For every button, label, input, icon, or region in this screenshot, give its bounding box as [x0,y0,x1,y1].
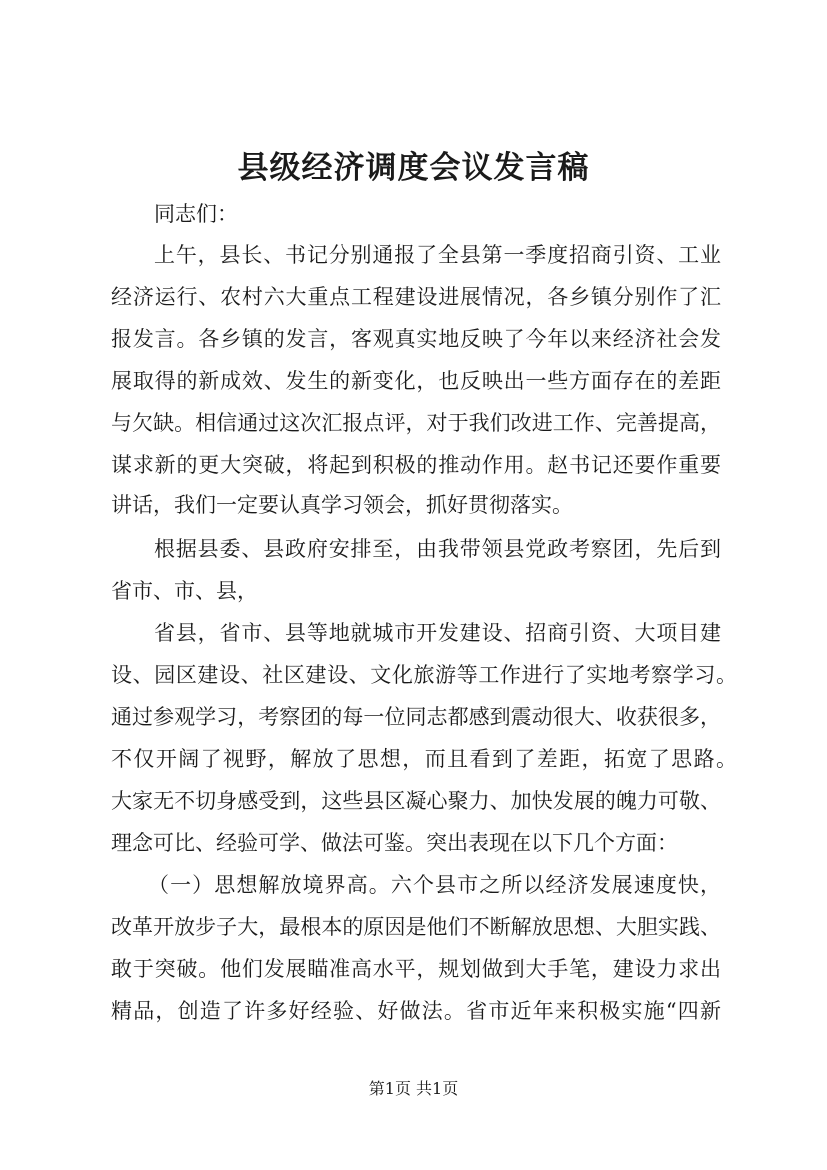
paragraph-line: 通过参观学习，考察团的每一位同志都感到震动很大、收获很多， [111,705,721,729]
paragraph-line: 与欠缺。相信通过这次汇报点评，对于我们改进工作、完善提高， [111,411,721,435]
paragraph-line: 敢于突破。他们发展瞄准高水平，规划做到大手笔，建设力求出 [111,957,721,981]
paragraph-line: 展取得的新成效、发生的新变化，也反映出一些方面存在的差距 [111,369,721,393]
paragraph-line: 经济运行、农村六大重点工程建设进展情况，各乡镇分别作了汇 [111,285,721,309]
paragraph-line: 设、园区建设、社区建设、文化旅游等工作进行了实地考察学习。 [111,663,737,687]
paragraph-line: （一）思想解放境界高。六个县市之所以经济发展速度快， [148,873,721,897]
paragraph-line: 大家无不切身感受到，这些县区凝心聚力、加快发展的魄力可敬、 [111,789,721,813]
paragraph-line: 省市、市、县， [111,579,258,603]
paragraph-line: 省县，省市、县等地就城市开发建设、招商引资、大项目建 [154,621,721,645]
paragraph-line: 理念可比、经验可学、做法可鉴。突出表现在以下几个方面： [111,831,678,855]
document-title: 县级经济调度会议发言稿 [237,150,590,186]
paragraph-line: 不仅开阔了视野，解放了思想，而且看到了差距，拓宽了思路。 [111,747,737,771]
paragraph-line: 根据县委、县政府安排至，由我带领县党政考察团，先后到 [154,537,721,561]
paragraph-line: 报发言。各乡镇的发言，客观真实地反映了今年以来经济社会发 [111,327,721,351]
salutation: 同志们： [154,202,238,226]
paragraph-line: 改革开放步子大，最根本的原因是他们不断解放思想、大胆实践、 [111,915,721,939]
paragraph-line: 精品，创造了许多好经验、好做法。省市近年来积极实施“四新 [111,999,721,1023]
paragraph-line: 上午，县长、书记分别通报了全县第一季度招商引资、工业 [154,243,721,267]
page-footer: 第1页 共1页 [368,1079,459,1098]
paragraph-line: 谋求新的更大突破，将起到积极的推动作用。赵书记还要作重要 [111,453,721,477]
paragraph-line: 讲话，我们一定要认真学习领会，抓好贯彻落实。 [111,493,573,517]
